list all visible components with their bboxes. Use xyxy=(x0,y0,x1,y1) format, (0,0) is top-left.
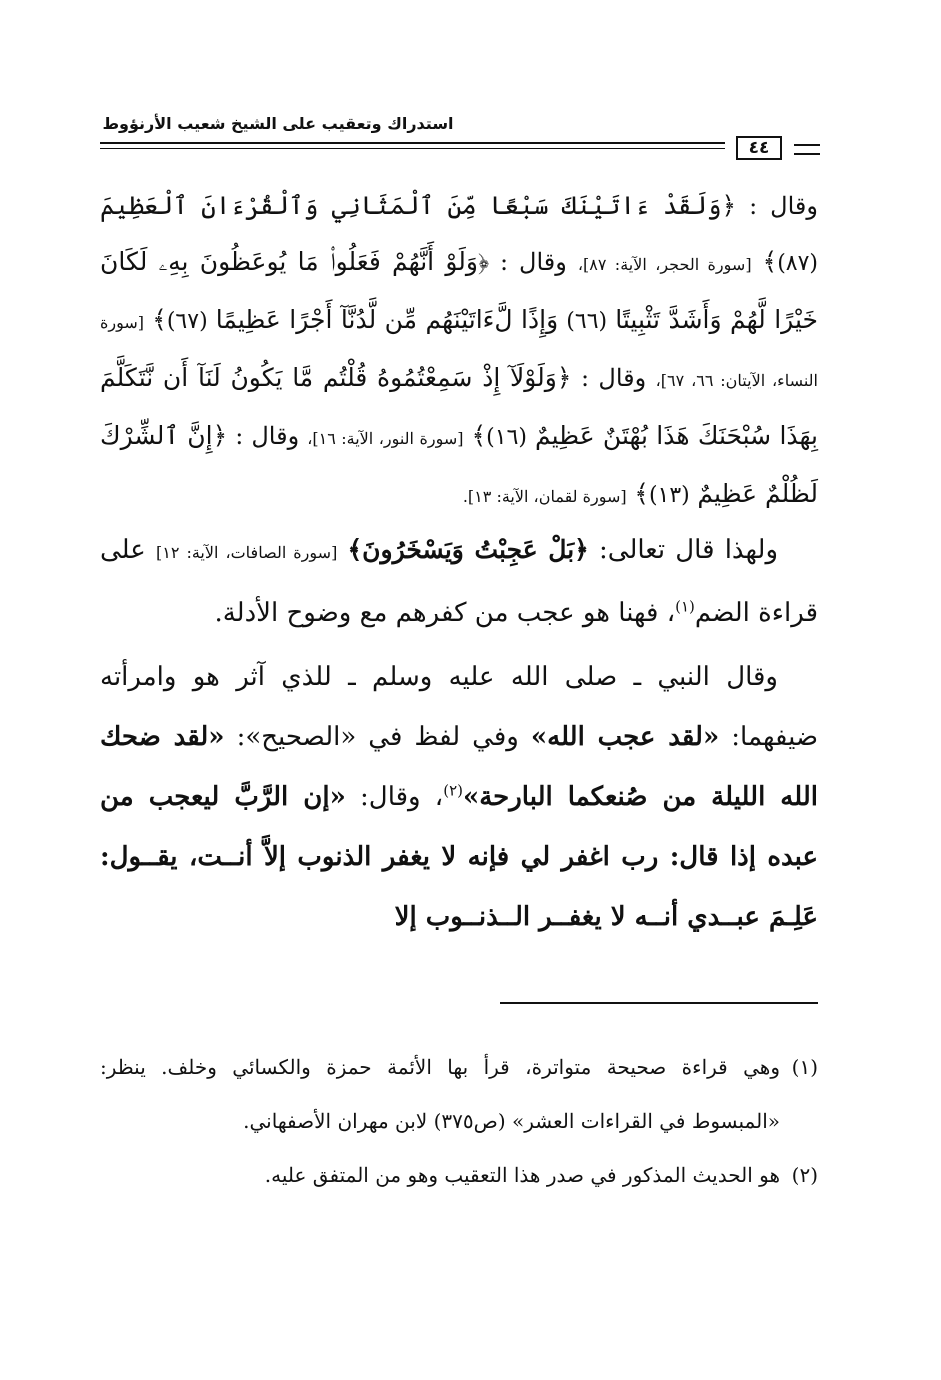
footnote-number: (٢) xyxy=(791,1163,818,1187)
verse-bracket-close: ﴾ xyxy=(152,305,167,334)
verse-bracket-close: ﴾ xyxy=(634,479,649,508)
running-title: استدراك وتعقيب على الشيخ شعيب الأرنؤوط xyxy=(102,114,454,133)
surah-reference: [سورة لقمان، الآية: ١٣]. xyxy=(462,487,627,506)
hadith-quote: «لقد عجب الله» xyxy=(530,722,720,752)
main-text xyxy=(100,520,818,947)
verse-number-marker: (٦٧) xyxy=(166,309,208,334)
footnote-text: وهي قراءة صحيحة متواترة، قرأ بها الأئمة حمزة والكسائي وخلف. ينظر: «المبسوط في القراءات العشر» (ص٣٧٥) لابن مهران الأصفهاني. xyxy=(100,1055,780,1133)
paragraph xyxy=(100,647,818,947)
page-number: ٤٤ xyxy=(736,136,782,160)
verse-bracket-close: ﴾ xyxy=(471,421,487,450)
said-label: وقال : xyxy=(749,192,818,220)
header-rule xyxy=(100,130,824,164)
surah-reference: [سورة النساء، الآيتان: ٦٦، ٦٧]، xyxy=(100,313,818,390)
verse-number-marker: (٨٧) xyxy=(777,251,819,276)
verses-paragraph xyxy=(100,178,818,524)
verse-bracket-close: ﴾ xyxy=(762,247,778,276)
quran-verse: ﴿بَلْ عَجِبْتُ وَيَسْخَرُونَ﴾ xyxy=(347,535,589,564)
said-label: وقال : xyxy=(500,248,567,276)
said-label: وقال : xyxy=(580,364,647,392)
text-run: ، وقال: xyxy=(360,782,444,812)
surah-reference: [سورة الحجر، الآية: ٨٧]، xyxy=(577,255,752,274)
surah-reference: [سورة الصافات، الآية: ١٢] xyxy=(156,543,338,562)
footnote-text: هو الحديث المذكور في صدر هذا التعقيب وهو من المتفق عليه. xyxy=(264,1163,780,1187)
text-run: على قراءة الضم xyxy=(100,535,818,628)
hadith-quote: «إن الرَّبَّ ليعجب من عبده إذا قال: رب اغفر لي فإنه لا يغفر الذنوب إلاَّ أنــت، يقــول: عَلِـمَ عبــدي أنــه لا يغفــر الــذنــوب إلا xyxy=(100,782,818,932)
footnote-item xyxy=(100,1040,818,1148)
footnote-ref[interactable]: (٢) xyxy=(443,781,463,800)
footnote-ref[interactable]: (١) xyxy=(675,597,695,616)
hadith-quote: «لقد ضحك الله الليلة من صُنعكما البارحة» xyxy=(100,722,818,812)
verse-number-marker: (١٦) xyxy=(486,425,527,450)
paragraph xyxy=(100,520,818,643)
footnote-number: (١) xyxy=(791,1055,818,1079)
header-double-rule xyxy=(100,142,725,149)
verse-number-marker: (٦٦) xyxy=(566,309,608,334)
text-run: ولهذا قال تعالى: xyxy=(599,535,779,565)
quran-verse: وَإِذًا لَّءَاتَيْنَهُم مِّن لَّدُنَّآ أَجْرًا عَظِيمًا xyxy=(215,305,559,334)
said-label: وقال : xyxy=(235,422,300,450)
header-ornament-lines xyxy=(794,144,820,155)
text-run: وقال النبي ـ صلى الله عليه وسلم ـ للذي آثر هو وامرأته ضيفهما: xyxy=(100,662,819,752)
surah-reference: [سورة النور، الآية: ١٦]، xyxy=(307,429,464,448)
verse-number-marker: (١٣) xyxy=(648,483,690,508)
quran-verse: ﴿وَلَقَدْ ءَاتَيْنَكَ سَبْعًا مِّنَ ٱلْمَثَانِي وَٱلْقُرْءَانَ ٱلْعَظِيمَ xyxy=(100,191,737,220)
quran-verse: ﴿إِنَّ ٱلشِّرْكَ لَظُلْمٌ عَظِيمٌ xyxy=(100,421,818,508)
footnote-item xyxy=(100,1148,818,1202)
text-run: ، فهنا هو عجب من كفرهم مع وضوح الأدلة. xyxy=(214,598,676,628)
quran-verse: ﴿وَلَوْ أَنَّهُمْ فَعَلُوا۟ مَا يُوعَظُونَ بِهِۦ لَكَانَ خَيْرًا لَّهُمْ وَأَشَدَّ تَثْبِيتًا xyxy=(100,247,818,334)
footnote-separator xyxy=(500,1002,818,1004)
text-run: وفي لفظ في «الصحيح»: xyxy=(236,722,519,752)
footnotes xyxy=(100,1040,818,1202)
quran-verse: ﴿وَلَوْلَآ إِذْ سَمِعْتُمُوهُ قُلْتُم مَّا يَكُونُ لَنَآ أَن نَّتَكَلَّمَ بِهَذَا سُبْحَنَكَ هَذَا بُهْتَنٌ عَظِيمٌ xyxy=(100,363,818,450)
